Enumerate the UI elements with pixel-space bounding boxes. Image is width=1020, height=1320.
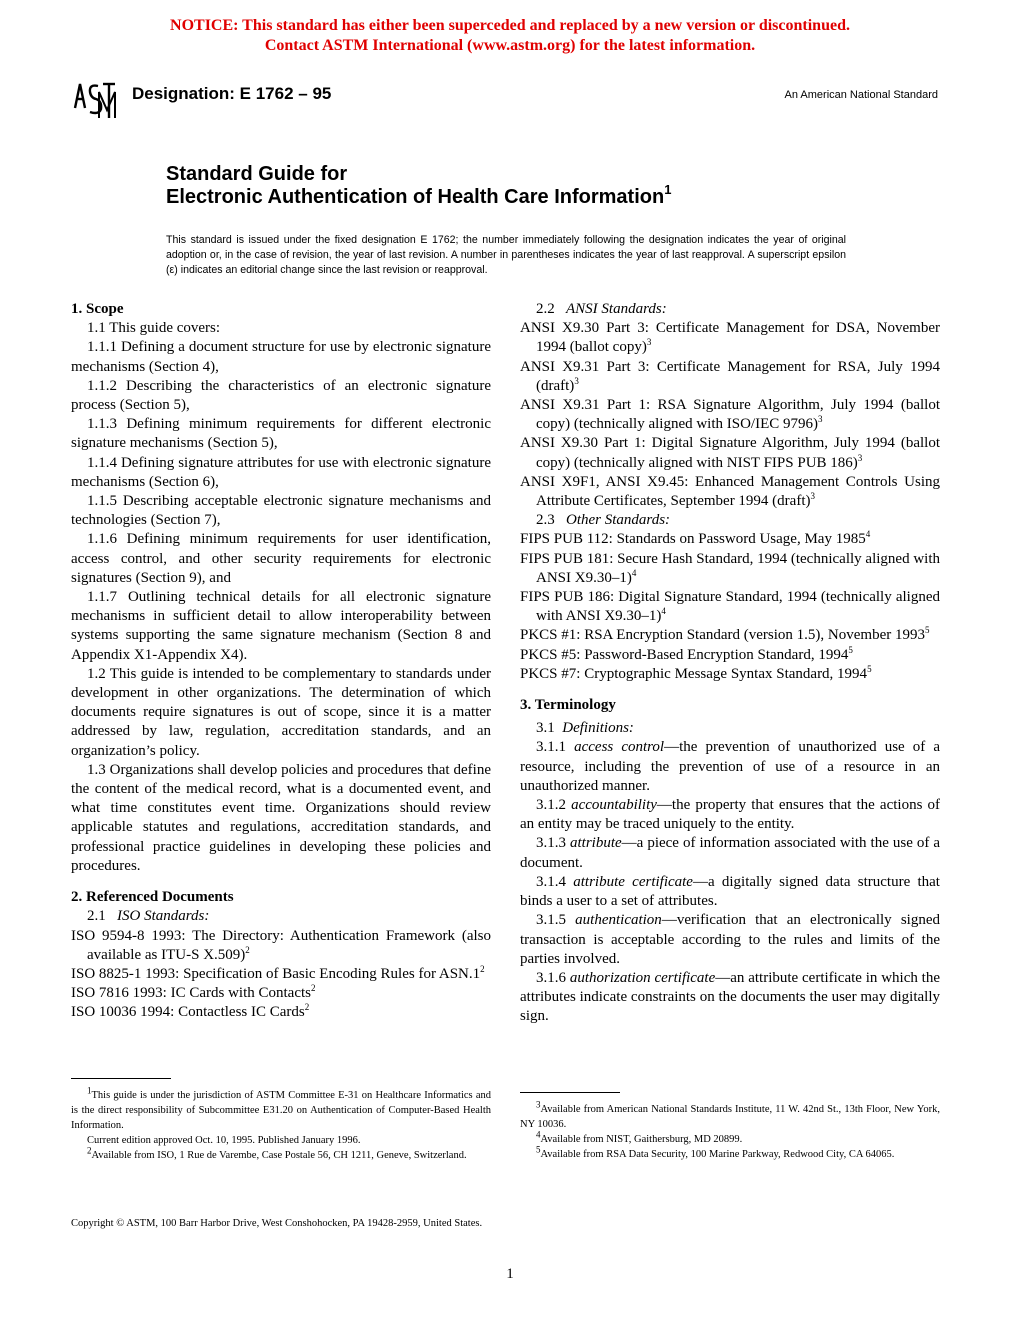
ansi-ref: ANSI X9.31 Part 3: Certificate Management for RSA, July 1994 (draft)$^3$ xyxy=(520,358,940,394)
iso-ref: ISO 8825-1 1993: Specification of Basic Encoding Rules for $ASN.1^2$ xyxy=(71,963,485,982)
definition: 3.1.1 access control—the prevention of unauthorized use of a resource, including the prevention of use of a resource in an unauthorized manner. xyxy=(520,739,941,794)
section-1-1-6: 1.1.6 Defining minimum requirements for user identification, access control, and other security requirements for electronic signatures (Section 9), and xyxy=(71,531,491,586)
section-1-1-4: 1.1.4 Defining signature attributes for use with electronic signature mechanisms (Section 6), xyxy=(71,454,491,490)
issuance-note: This standard is issued under the fixed designation E 1762; the number immediately following the designation indicates the year of original adoption or, in the case of revision, the year of last revision. A number in parentheses indicates the year of last reapproval. A superscript epsilon (ε) indicates an editorial change since the last revision or reapproval. xyxy=(166,234,846,276)
section-1-1: 1.1 This guide covers: xyxy=(87,320,221,337)
american-national-standard: An American National Standard xyxy=(784,89,938,101)
left-column xyxy=(71,300,491,1023)
ansi-ref: ANSI X9F1, ANSI X9.45: Enhanced Management Controls Using Attribute Certificates, September 1994 (draft)$^3$ xyxy=(520,473,940,510)
footnote-2: $^2$Available from ISO, 1 Rue de Varembe, Case Postale 56, CH 1211, Geneve, Switzerland. xyxy=(87,1145,467,1161)
page-number: 1 xyxy=(506,1266,514,1282)
other-ref: PKCS #1: RSA Encryption Standard (version 1.5), November 1993$^5$ xyxy=(520,625,930,644)
other-ref: FIPS PUB 112: Standards on Password Usage, May 1985$^4$ xyxy=(520,529,871,548)
footnote-rule-left xyxy=(71,1078,171,1079)
footnote-4: $^4$Available from NIST, Gaithersburg, MD 20899. xyxy=(536,1129,743,1145)
section-3-1: 3.1 Definitions: xyxy=(536,720,634,737)
other-ref: FIPS PUB 186: Digital Signature Standard, 1994 (technically aligned with ANSI X9.30–1)$^4$ xyxy=(520,589,940,625)
right-column xyxy=(520,300,940,1027)
iso-ref: ISO 10036 1994: Contactless IC Cards$^2$ xyxy=(71,1002,310,1021)
other-ref: FIPS PUB 181: Secure Hash Standard, 1994 (technically aligned with ANSI X9.30–1)$^4$ xyxy=(520,550,940,586)
ansi-ref: ANSI X9.31 Part 1: RSA Signature Algorithm, July 1994 (ballot copy) (technically aligned with ISO/IEC 9796)$^3$ xyxy=(520,397,940,433)
section-1-1-7: 1.1.7 Outlining technical details for all electronic signature mechanisms in sufficient detail to allow interoperability between systems supporting the same signature mechanism (Section 8 and Appendix X1-Appendix X4). xyxy=(71,589,491,663)
section-1-3: 1.3 Organizations shall develop policies and procedures that define the content of the medical record, what is a documented event, and what time constitutes event time. Organizations should review applicable statutes and regulations, accreditation standards, and professional practice guidelines in developing these policies and procedures. xyxy=(71,761,491,874)
footnote-5: $^5$Available from RSA Data Security, 100 Marine Parkway, Redwood City, CA 64065. xyxy=(536,1144,895,1160)
section-1-1-2: 1.1.2 Describing the characteristics of an electronic signature process (Section 5), xyxy=(71,377,491,414)
footnotes-right xyxy=(520,1099,940,1162)
footnotes-left xyxy=(71,1085,491,1163)
section-1-2: 1.2 This guide is intended to be complementary to standards under development in other organizations. The determination of which documents require signatures is out of scope, since it is a matter addressed by law, regulation, accreditation standards, and an organization’s policy. xyxy=(71,665,491,759)
title-line-1: Standard Guide for xyxy=(166,163,348,185)
footnote-3: $^3$Available from American National Standards Institute, 11 W. 42nd St., 13th Floor, New York, NY 10036. xyxy=(520,1099,940,1130)
footnote-1: $^1$This guide is under the jurisdiction of ASTM Committee E-31 on Healthcare Informatics and is the direct responsibility of Subcommittee E31.20 on Authentication of Computer-Based Health Information. xyxy=(71,1085,491,1131)
title-footnote-mark: 1 xyxy=(664,182,672,198)
section-2-3: 2.3 Other Standards: xyxy=(536,512,671,529)
definition: 3.1.3 attribute—a piece of information associated with the use of a document. xyxy=(520,835,940,871)
section-2-1: 2.1 ISO Standards: xyxy=(87,908,210,925)
definition: 3.1.5 authentication—verification that an electronically signed transaction is acceptable according to the rules and limits of the parties involved. xyxy=(520,912,940,967)
definition: 3.1.4 attribute certificate—a digitally signed data structure that binds a user to a set of attributes. xyxy=(520,873,940,910)
ansi-ref: ANSI X9.30 Part 1: Digital Signature Algorithm, July 1994 (ballot copy) (technically aligned with NIST FIPS PUB 186)$^3$ xyxy=(520,435,940,471)
iso-ref: ISO 7816 1993: IC Cards with Contacts$^2$ xyxy=(71,983,316,1002)
scope-heading: 1. Scope xyxy=(71,301,124,317)
footnote-rule-right xyxy=(520,1092,620,1093)
section-1-1-5: 1.1.5 Describing acceptable electronic signature mechanisms and technologies (Section 7), xyxy=(71,493,491,529)
copyright: Copyright © ASTM, 100 Barr Harbor Drive, West Conshohocken, PA 19428-2959, United States. xyxy=(71,1218,483,1229)
definition: 3.1.2 accountability—the property that ensures that the actions of an entity may be traced uniquely to the entity. xyxy=(520,797,941,833)
section-2-2: 2.2 ANSI Standards: xyxy=(536,301,667,317)
notice-line-2: Contact ASTM International (www.astm.org) for the latest information. xyxy=(264,37,756,54)
footnote-1b: Current edition approved Oct. 10, 1995. Published January 1996. xyxy=(87,1135,361,1146)
terminology-heading: 3. Terminology xyxy=(520,697,616,714)
astm-logo xyxy=(71,78,123,122)
other-ref: PKCS #5: Password-Based Encryption Standard, 1994$^5$ xyxy=(520,644,853,663)
notice-line-1: NOTICE: This standard has either been superceded and replaced by a new version or discontinued. xyxy=(170,17,850,34)
section-1-1-1: 1.1.1 Defining a document structure for use by electronic signature mechanisms (Section 4), xyxy=(71,339,491,375)
iso-ref: ISO 9594-8 1993: The Directory: Authentication Framework (also available as ITU-S X.509)$^2$ xyxy=(71,927,491,963)
section-1-1-3: 1.1.3 Defining minimum requirements for different electronic signature mechanisms (Section 5), xyxy=(71,416,491,452)
definition: 3.1.6 authorization certificate—an attribute certificate in which the attributes indicate constraints on the documents the user may digitally sign. xyxy=(520,969,940,1025)
designation: Designation: E 1762 – 95 xyxy=(132,84,332,103)
title-line-2: Electronic Authentication of Health Care Information$^1$ xyxy=(166,182,672,208)
referenced-documents-heading: 2. Referenced Documents xyxy=(71,889,234,906)
other-ref: PKCS #7: Cryptographic Message Syntax Standard, 1994$^5$ xyxy=(520,663,872,682)
ansi-ref: ANSI X9.30 Part 3: Certificate Management for DSA, November 1994 (ballot copy)$^3$ xyxy=(520,320,940,356)
